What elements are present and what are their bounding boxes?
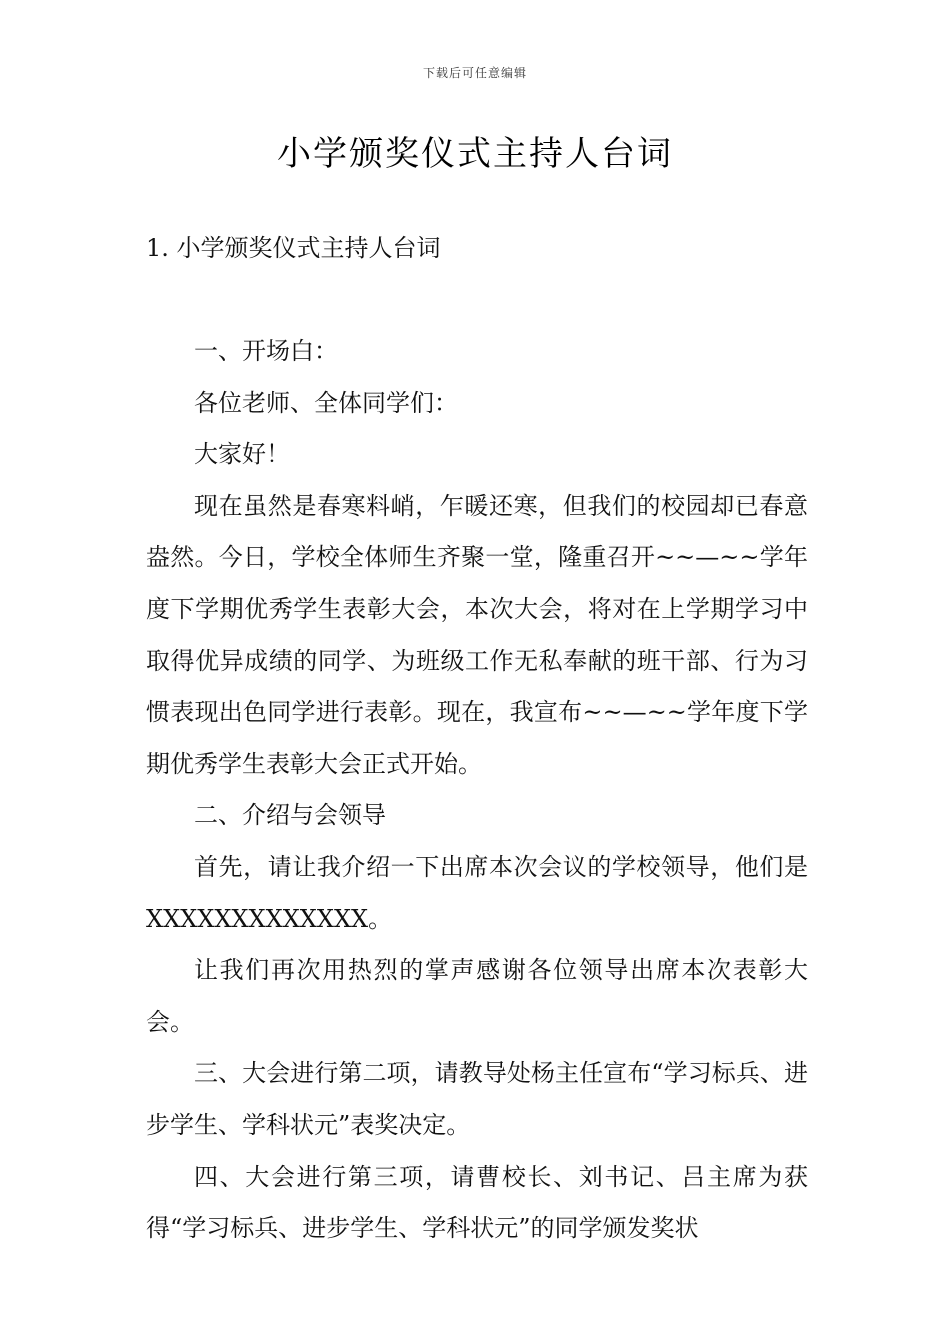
- paragraph-greeting: 大家好！: [194, 440, 290, 469]
- paragraph-item-two: 三、大会进行第二项，请教导处杨主任宣布“学习标兵、进步学生、学科状元”表奖决定。: [146, 1059, 808, 1139]
- paragraph-opening-heading: 一、开场白：: [194, 337, 338, 365]
- paragraph-leaders-heading: 二、介绍与会领导: [194, 801, 386, 830]
- paragraph-salutation: 各位老师、全体同学们：: [194, 388, 458, 417]
- paragraph-leaders-intro: 首先，请让我介绍一下出席本次会议的学校领导，他们是XXXXXXXXXXXXX。: [146, 852, 808, 933]
- document-title: 小学颁奖仪式主持人台词: [277, 134, 673, 174]
- paragraph-applause: 让我们再次用热烈的掌声感谢各位领导出席本次表彰大会。: [146, 956, 808, 1036]
- section-title: 1. 小学颁奖仪式主持人台词: [146, 234, 441, 262]
- paragraph-opening-speech: 现在虽然是春寒料峭，乍暖还寒，但我们的校园却已春意盎然。今日，学校全体师生齐聚一堂，隆重召开~~—~~学年度下学期优秀学生表彰大会，本次大会，将对在上学期学习中取得优异成绩的同学、为班级工作无私奉献的班干部、行为习惯表现出色同学进行表彰。现在，我宣布~~—~~学年度下学期优秀学生表彰大会正式开始。: [146, 491, 808, 778]
- header-note: 下载后可任意编辑: [422, 66, 527, 80]
- document-body: [146, 326, 808, 1255]
- paragraph-item-three: 四、大会进行第三项，请曹校长、刘书记、吕主席为获得“学习标兵、进步学生、学科状元”的同学颁发奖状: [146, 1162, 808, 1243]
